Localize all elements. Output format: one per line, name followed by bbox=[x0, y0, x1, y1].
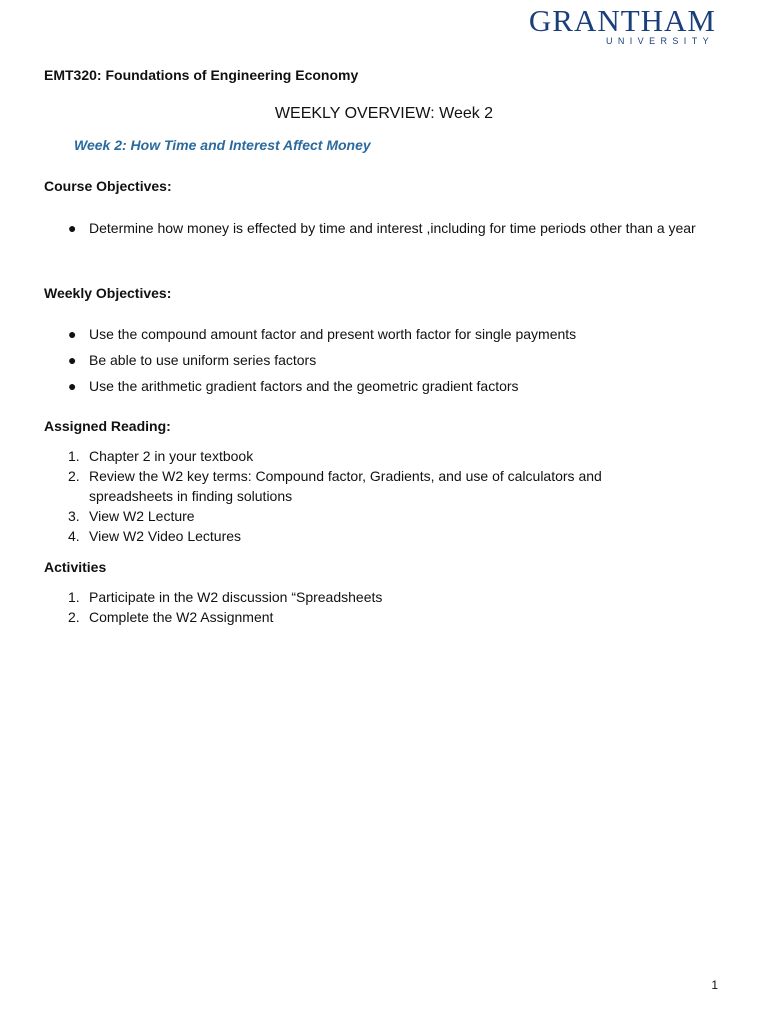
bullet-icon: ● bbox=[68, 326, 77, 342]
list-item bbox=[44, 446, 684, 466]
list-number: 2. bbox=[68, 468, 80, 484]
list-item bbox=[44, 321, 724, 347]
list-item-text: Chapter 2 in your textbook bbox=[89, 448, 254, 464]
list-item bbox=[44, 215, 724, 241]
logo-wordmark: GRANTHAM bbox=[528, 3, 716, 38]
course-objectives-heading: Course Objectives: bbox=[44, 178, 172, 194]
list-item-text: Participate in the W2 discussion “Spreadsheets bbox=[89, 589, 383, 605]
list-item bbox=[44, 347, 724, 373]
list-item-text: Use the compound amount factor and present worth factor for single payments bbox=[89, 326, 577, 342]
list-number: 4. bbox=[68, 528, 80, 544]
bullet-icon: ● bbox=[68, 352, 77, 368]
list-item-text: Complete the W2 Assignment bbox=[89, 609, 274, 625]
list-item bbox=[44, 373, 724, 399]
assigned-reading-list bbox=[44, 446, 684, 546]
list-item-text: Review the W2 key terms: Compound factor, Gradients, and use of calculators and spreadsheets in finding solutions bbox=[89, 468, 602, 504]
weekly-objectives-list bbox=[44, 321, 724, 399]
weekly-objectives-heading: Weekly Objectives: bbox=[44, 285, 172, 301]
list-item-text: View W2 Video Lectures bbox=[89, 528, 242, 544]
list-item bbox=[44, 587, 684, 607]
page-number: 1 bbox=[711, 978, 718, 992]
list-item-text: Be able to use uniform series factors bbox=[89, 352, 317, 368]
logo-subtitle: UNIVERSITY bbox=[605, 36, 714, 46]
assigned-reading-heading: Assigned Reading: bbox=[44, 418, 171, 434]
list-item-text: Use the arithmetic gradient factors and the geometric gradient factors bbox=[89, 378, 519, 394]
bullet-icon: ● bbox=[68, 220, 77, 236]
grantham-logo bbox=[528, 3, 716, 46]
list-item bbox=[44, 466, 684, 506]
list-number: 1. bbox=[68, 589, 80, 605]
list-item bbox=[44, 607, 684, 627]
course-objectives-list bbox=[44, 215, 724, 241]
course-title: EMT320: Foundations of Engineering Economy bbox=[44, 67, 359, 83]
list-number: 1. bbox=[68, 448, 80, 464]
activities-list bbox=[44, 587, 684, 627]
list-number: 3. bbox=[68, 508, 80, 524]
list-item bbox=[44, 526, 684, 546]
list-item-text: View W2 Lecture bbox=[89, 508, 195, 524]
week-subtitle: Week 2: How Time and Interest Affect Money bbox=[74, 137, 371, 153]
week-title: WEEKLY OVERVIEW: Week 2 bbox=[274, 105, 494, 122]
list-item bbox=[44, 506, 684, 526]
list-item-text: Determine how money is effected by time and interest ,including for time periods other than a year bbox=[89, 220, 696, 236]
activities-heading: Activities bbox=[44, 559, 107, 575]
bullet-icon: ● bbox=[68, 378, 77, 394]
list-number: 2. bbox=[68, 609, 80, 625]
